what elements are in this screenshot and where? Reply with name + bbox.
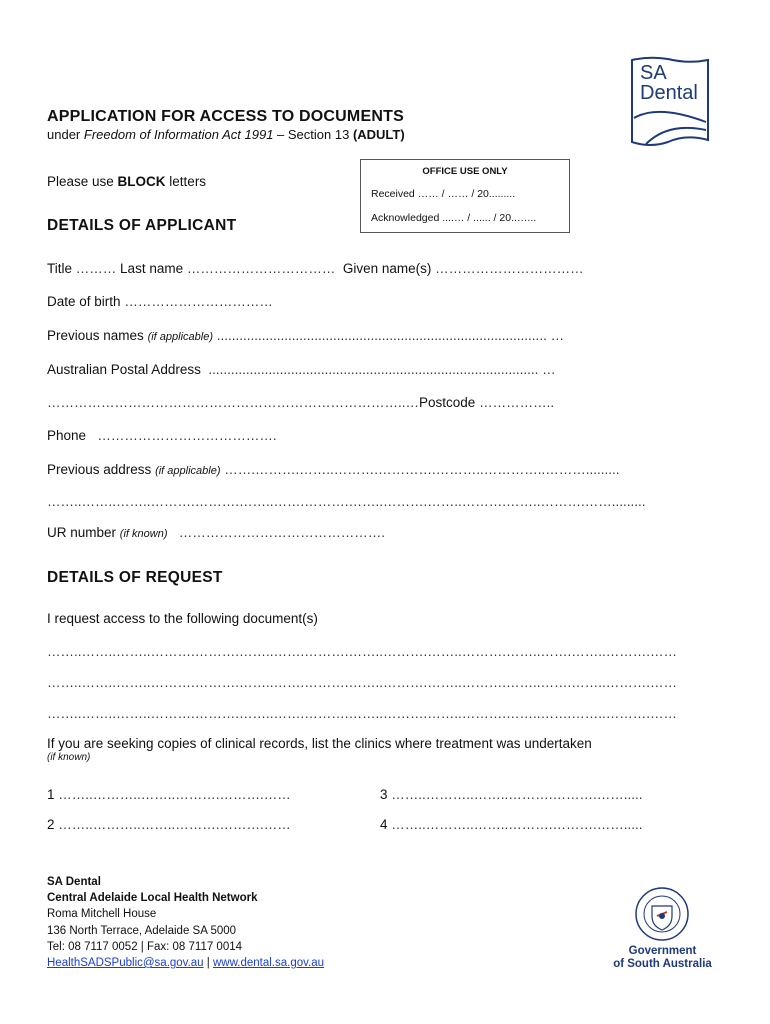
previous-address-note: (if applicable) xyxy=(155,465,221,477)
government-of-sa-wordmark xyxy=(600,945,725,971)
previous-names-label: Previous names xyxy=(47,328,144,343)
title-field[interactable]: ……… xyxy=(75,261,117,276)
block-letters-instruction xyxy=(47,174,206,189)
dob-field[interactable]: …………………………… xyxy=(124,294,273,309)
logo-text-dental: Dental xyxy=(640,82,698,104)
postal-address-field[interactable]: ........................................................................................ … xyxy=(208,362,556,377)
ur-number-note: (if known) xyxy=(119,528,168,540)
ur-number-row xyxy=(47,525,385,540)
clinics-note: (if known) xyxy=(47,752,91,763)
clinic-row-1 xyxy=(47,787,291,802)
footer-contact xyxy=(47,874,324,971)
given-names-label: Given name(s) xyxy=(342,261,432,276)
subtitle-act: Freedom of Information Act 1991 xyxy=(83,127,274,142)
clinic-field[interactable]: ……..………..……..……….……….……..... xyxy=(391,787,643,802)
request-intro: I request access to the following document(s) xyxy=(47,611,318,626)
given-names-field[interactable]: …………………………… xyxy=(435,261,584,276)
office-acknowledged: Acknowledged ....… / ...... / 20..…... xyxy=(371,212,537,224)
clinic-number: 3 xyxy=(380,787,388,802)
ur-number-label: UR number xyxy=(47,525,117,540)
request-heading: DETAILS OF REQUEST xyxy=(47,569,223,586)
instruction-pre: Please use xyxy=(47,174,118,189)
address-line2-field[interactable]: ……………………………………………………………………..… xyxy=(47,395,420,410)
footer-separator: | xyxy=(203,957,213,970)
clinic-number: 2 xyxy=(47,817,55,832)
request-line-1[interactable]: ……..……..……..……….……….……..…….……….……..……….……..……….……..…….……..……….…… xyxy=(47,644,678,659)
dob-label: Date of birth xyxy=(47,294,121,309)
clinic-row-4 xyxy=(380,817,643,832)
footer-email-link[interactable]: HealthSADSPublic@sa.gov.au xyxy=(47,957,204,970)
previous-names-field[interactable]: ........................................................................................ … xyxy=(216,328,565,343)
sa-dental-logo xyxy=(628,56,712,148)
postcode-field[interactable]: …………….. xyxy=(479,395,555,410)
document-subtitle xyxy=(47,127,405,142)
subtitle-mid: – Section 13 xyxy=(273,127,353,142)
ur-number-field[interactable]: ………………………………………. xyxy=(178,525,386,540)
office-received: Received …… / …… / 20......... xyxy=(371,188,516,200)
clinic-field[interactable]: ……..………..……..……….……….……..... xyxy=(391,817,643,832)
request-line-3[interactable]: ……..……..……..……….……….……..…….……….……..……….……..……….……..…….……..……….…… xyxy=(47,706,678,721)
sa-government-crest xyxy=(630,886,694,942)
footer-website-link[interactable]: www.dental.sa.gov.au xyxy=(212,957,324,970)
govt-line1: Government xyxy=(628,945,697,957)
lastname-field[interactable]: …………………………… xyxy=(186,261,336,276)
previous-address-row xyxy=(47,462,620,477)
dob-row xyxy=(47,294,273,309)
footer-phone: Tel: 08 7117 0052 | Fax: 08 7117 0014 xyxy=(47,940,243,953)
footer-building: Roma Mitchell House xyxy=(47,908,157,921)
office-use-box xyxy=(360,159,570,233)
title-label: Title xyxy=(47,261,73,276)
clinics-text: If you are seeking copies of clinical records, list the clinics where treatment was undertaken xyxy=(47,736,592,751)
previous-names-row xyxy=(47,328,564,343)
postal-address-label: Australian Postal Address xyxy=(47,362,201,377)
previous-address-field[interactable]: …….……….……..……….………….………..…………..………......... xyxy=(224,462,620,477)
phone-label: Phone xyxy=(47,428,87,443)
govt-line2: of South Australia xyxy=(613,958,712,970)
footer-links xyxy=(47,955,324,971)
clinic-row-3 xyxy=(380,787,643,802)
clinic-row-2 xyxy=(47,817,291,832)
postcode-label: Postcode xyxy=(419,395,476,410)
instruction-bold: BLOCK xyxy=(117,174,166,189)
footer-network: Central Adelaide Local Health Network xyxy=(47,892,258,905)
phone-row xyxy=(47,428,277,443)
clinic-number: 4 xyxy=(380,817,388,832)
logo-text-sa: SA xyxy=(640,62,667,84)
office-use-title: OFFICE USE ONLY xyxy=(422,166,508,177)
footer-street: 136 North Terrace, Adelaide SA 5000 xyxy=(47,924,237,937)
clinic-number: 1 xyxy=(47,787,55,802)
previous-names-note: (if applicable) xyxy=(147,331,213,343)
subtitle-adult: (ADULT) xyxy=(352,127,405,142)
name-row xyxy=(47,261,584,276)
clinic-field[interactable]: ……..………..……..……….……….…… xyxy=(58,787,291,802)
instruction-post: letters xyxy=(165,174,207,189)
document-title: APPLICATION FOR ACCESS TO DOCUMENTS xyxy=(47,108,404,125)
footer-org: SA Dental xyxy=(47,876,101,888)
previous-address-line2-field[interactable]: ……..……..……..……….……….……..…….……….……..……….……..……….……..……….……......... xyxy=(47,494,646,509)
clinic-field[interactable]: ……..………..……..……….……….…… xyxy=(58,817,291,832)
request-line-2[interactable]: ……..……..……..……….……….……..…….……….……..……….……..……….……..…….……..……….…… xyxy=(47,675,678,690)
address-line2-row xyxy=(47,395,554,410)
phone-field[interactable]: …………………………………. xyxy=(97,428,277,443)
subtitle-pre: under xyxy=(47,127,84,142)
lastname-label: Last name xyxy=(120,261,184,276)
previous-address-label: Previous address xyxy=(47,462,152,477)
applicant-heading: DETAILS OF APPLICANT xyxy=(47,217,237,234)
postal-address-row xyxy=(47,362,556,377)
